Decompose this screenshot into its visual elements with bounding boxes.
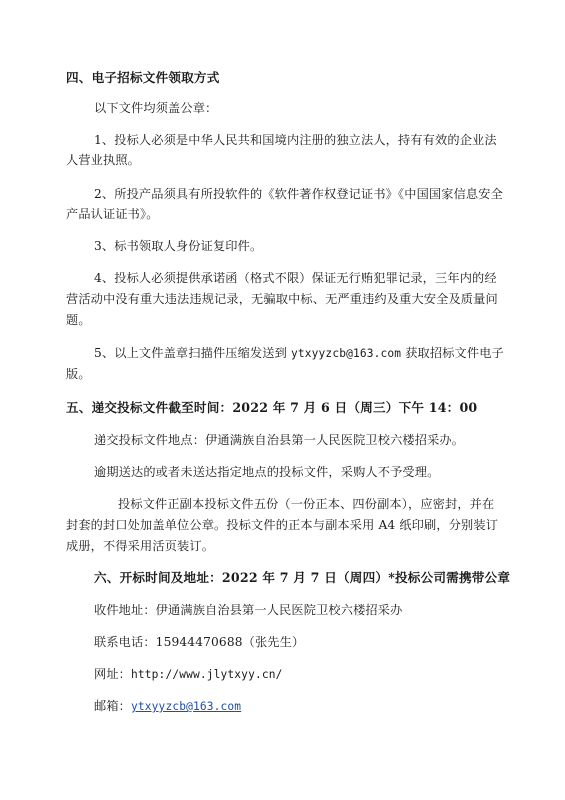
item-5-text-b: 获取招标文件电子	[401, 346, 504, 360]
mailing-address: 收件地址：伊通满族自治县第一人民医院卫校六楼招采办	[94, 603, 403, 617]
late-submission-note: 逾期送达的或者未送达指定地点的投标文件，采购人不予受理。	[94, 465, 440, 479]
copies-line-2: 封套的封口处加盖单位公章。投标文件的正本与副本采用 A4 纸印刷，分别装订	[66, 518, 499, 532]
section-5-heading: 五、递交投标文件截至时间：2022 年 7 月 6 日（周三）下午 14：00	[66, 400, 478, 415]
email-row	[94, 698, 241, 715]
item-2-line-1: 2、所投产品须具有所投软件的《软件著作权登记证书》《中国国家信息安全	[94, 187, 503, 201]
item-4-line-2: 营活动中没有重大违法违规记录，无骗取中标、无严重违约及重大安全及质量问	[66, 292, 498, 306]
email-link[interactable]: ytxyyzcb@163.com	[131, 700, 242, 713]
item-1-line-2: 人营业执照。	[66, 153, 141, 167]
website-link[interactable]: http://www.jlytxyy.cn/	[131, 668, 283, 681]
website-row	[94, 666, 283, 683]
item-1-line-1: 1、投标人必须是中华人民共和国境内注册的独立法人，持有有效的企业法	[94, 133, 497, 147]
copies-line-3: 成册，不得采用活页装订。	[66, 539, 215, 553]
copies-line-1: 投标文件正副本投标文件五份（一份正本、四份副本），应密封，并在	[118, 497, 495, 511]
item-5-email: ytxyyzcb@163.com	[291, 347, 402, 360]
email-label: 邮箱：	[94, 699, 132, 713]
section-6-heading: 六、开标时间及地址：2022 年 7 月 7 日（周四）*投标公司需携带公章	[94, 570, 511, 585]
submission-place: 递交投标文件地点：伊通满族自治县第一人民医院卫校六楼招采办。	[94, 433, 465, 447]
item-5-text-a: 5、以上文件盖章扫描件压缩发送到	[94, 346, 291, 360]
contact-phone: 联系电话：15944470688（张先生）	[94, 635, 305, 649]
item-4-line-3: 题。	[66, 313, 91, 327]
item-3: 3、标书领取人身份证复印件。	[94, 239, 263, 253]
item-2-line-2: 产品认证证书》。	[66, 207, 159, 221]
item-4-line-1: 4、投标人必须提供承诺函（格式不限）保证无行贿犯罪记录，三年内的经	[94, 271, 497, 285]
item-5-line-2: 版。	[66, 367, 91, 381]
item-5-line-1	[94, 345, 504, 362]
website-label: 网址：	[94, 667, 132, 681]
section-4-intro: 以下文件均须盖公章：	[94, 101, 218, 115]
section-4-heading: 四、电子招标文件领取方式	[66, 70, 220, 85]
